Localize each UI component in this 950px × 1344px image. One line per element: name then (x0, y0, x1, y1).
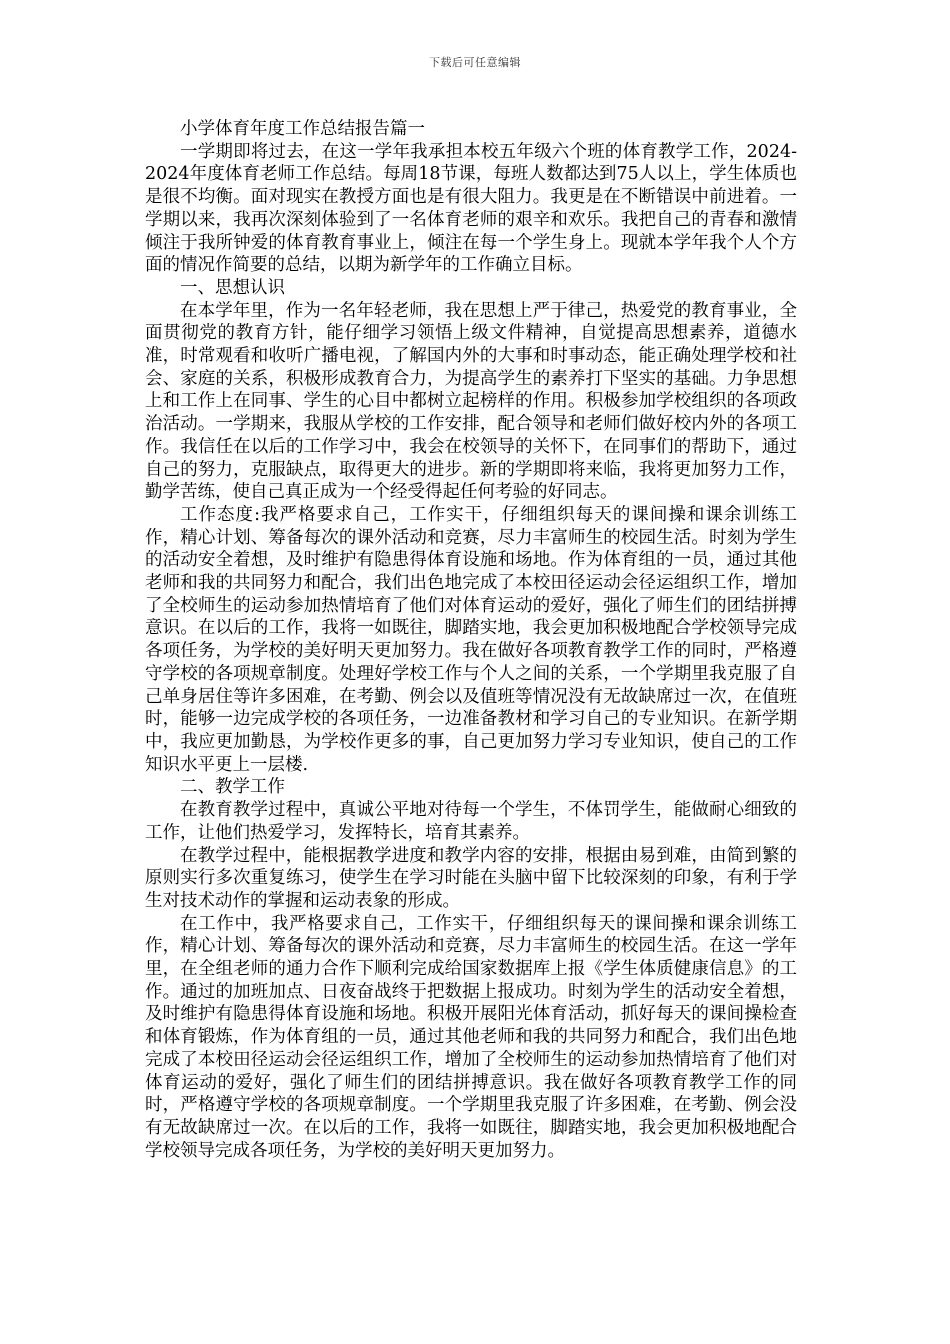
paragraph-teaching-3: 在工作中，我严格要求自己，工作实干，仔细组织每天的课间操和课余训练工作，精心计划、筹备每次的课外活动和竞赛，尽力丰富师生的校园生活。在这一学年里，在全组老师的通力合作下顺利完成给国家数据库上报《学生体质健康信息》的工作。通过的加班加点、日夜奋战终于把数据上报成功。时刻为学生的活动安全着想，及时维护有隐患得体育设施和场地。积极开展阳光体育活动，抓好每天的课间操检查和体育锻炼，作为体育组的一员，通过其他老师和我的共同努力和配合，我们出色地完成了本校田径运动会径运组织工作，增加了全校师生的运动参加热情培育了他们对体育运动的爱好，强化了师生们的团结拼搏意识。我在做好各项教育教学工作的同时，严格遵守学校的各项规章制度。一个学期里我克服了许多困难，在考勤、例会没有无故缺席过一次。在以后的工作，我将一如既往，脚踏实地，我会更加积极地配合学校领导完成各项任务，为学校的美好明天更加努力。 (145, 913, 797, 1161)
section-heading-ideology: 一、思想认识 (180, 277, 285, 298)
paragraph-intro: 一学期即将过去，在这一学年我承担本校五年级六个班的体育教学工作，2024-2024年度体育老师工作总结。每周18节课，每班人数都达到75人以上，学生体质也是很不均衡。面对现实在教授方面也是有很大阻力。我更是在不断错误中前进着。一学期以来，我再次深刻体验到了一名体育老师的艰辛和欢乐。我把自己的青春和激情倾注于我所钟爱的体育教育事业上，倾注在每一个学生身上。现就本学年我个人个方面的情况作简要的总结，以期为新学年的工作确立目标。 (145, 141, 797, 276)
article-title: 小学体育年度工作总结报告篇一 (180, 119, 425, 139)
article-body (145, 118, 797, 1162)
section-heading-teaching: 二、教学工作 (180, 777, 285, 798)
paragraph-ideology: 在本学年里，作为一名年轻老师，我在思想上严于律己，热爱党的教育事业，全面贯彻党的教育方针，能仔细学习领悟上级文件精神，自觉提高思想素养，道德水准，时常观看和收听广播电视，了解国内外的大事和时事动态，能正确处理学校和社会、家庭的关系，积极形成教育合力，为提高学生的素养打下坚实的基础。力争思想上和工作上在同事、学生的心目中都树立起榜样的作用。积极参加学校组织的各项政治活动。一学期来，我服从学校的工作安排，配合领导和老师们做好校内外的各项工作。我信任在以后的工作学习中，我会在校领导的关怀下，在同事们的帮助下，通过自己的努力，克服缺点，取得更大的进步。新的学期即将来临，我将更加努力工作，勤学苦练，使自己真正成为一个经受得起任何考验的好同志。 (145, 300, 797, 503)
paragraph-teaching-2: 在教学过程中，能根据教学进度和教学内容的安排，根据由易到难，由简到繁的原则实行多次重复练习，使学生在学习时能在头脑中留下比较深刻的印象，有利于学生对技术动作的掌握和运动表象的形成。 (145, 845, 797, 911)
header-note: 下载后可任意编辑 (429, 56, 521, 69)
paragraph-teaching-1: 在教育教学过程中，真诚公平地对待每一个学生，不体罚学生，能做耐心细致的工作，让他们热爱学习，发挥特长，培育其素养。 (145, 800, 797, 843)
paragraph-work-attitude: 工作态度:我严格要求自己，工作实干，仔细组织每天的课间操和课余训练工作，精心计划、筹备每次的课外活动和竞赛，尽力丰富师生的校园生活。时刻为学生的活动安全着想，及时维护有隐患得体育设施和场地。作为体育组的一员，通过其他老师和我的共同努力和配合，我们出色地完成了本校田径运动会径运组织工作，增加了全校师生的运动参加热情培育了他们对体育运动的爱好，强化了师生们的团结拼搏意识。在以后的工作，我将一如既往，脚踏实地，我会更加积极地配合学校领导完成各项任务，为学校的美好明天更加努力。我在做好各项教育教学工作的同时，严格遵守学校的各项规章制度。处理好学校工作与个人之间的关系，一个学期里我克服了自己单身居住等许多困难，在考勤、例会以及值班等情况没有无故缺席过一次，在值班时，能够一边完成学校的各项任务，一边准备教材和学习自己的专业知识。在新学期中，我应更加勤恳，为学校作更多的事，自己更加努力学习专业知识，使自己的工作知识水平更上一层楼. (145, 504, 797, 775)
